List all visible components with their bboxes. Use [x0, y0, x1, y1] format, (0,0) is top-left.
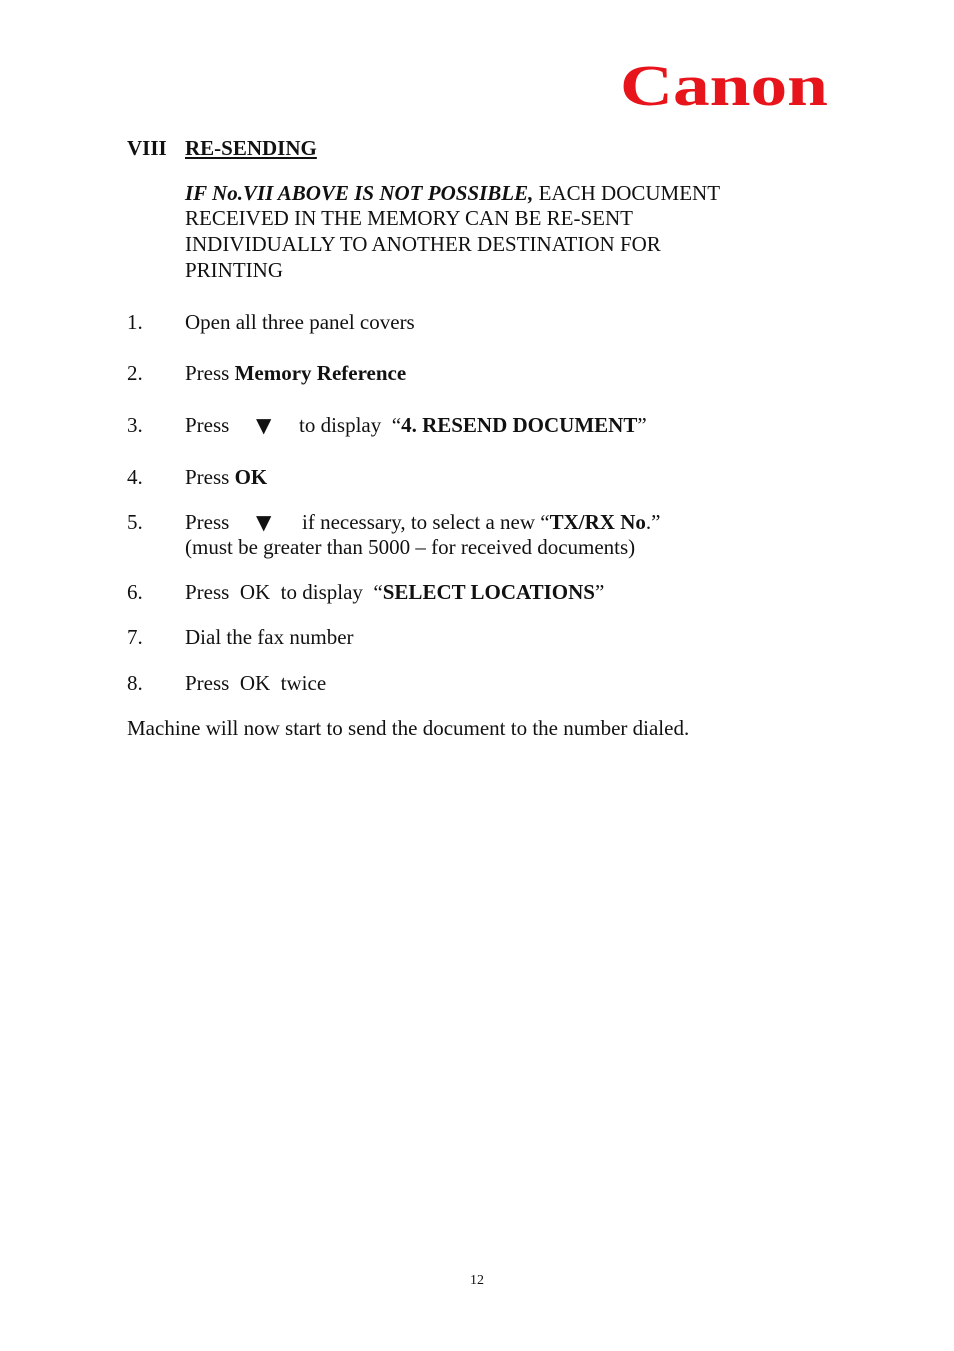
step-number: 4.	[127, 465, 143, 489]
step-number: 1.	[127, 310, 143, 334]
step-bold: 4. RESEND DOCUMENT	[401, 413, 638, 437]
step-note: (must be greater than 5000 – for received documents)	[185, 535, 636, 559]
page-number: 12	[470, 1273, 484, 1288]
step-number: 2.	[127, 361, 143, 385]
step-text	[185, 360, 406, 386]
step-mid: to display “	[299, 413, 402, 437]
step-bold: Memory Reference	[234, 361, 407, 385]
step-bold: TX/RX No	[549, 510, 646, 534]
step-text	[185, 464, 267, 490]
section-title: RE-SENDING	[185, 136, 317, 160]
step-number: 7.	[127, 625, 143, 649]
intro-line-2: RECEIVED IN THE MEMORY CAN BE RE-SENT	[185, 206, 633, 230]
step-number: 3.	[127, 413, 143, 437]
logo-text: Canon	[620, 58, 828, 116]
intro-line-4: PRINTING	[185, 258, 283, 282]
step-number: 6.	[127, 580, 143, 604]
intro-line-1	[185, 180, 720, 206]
down-arrow-icon: ▼	[256, 413, 272, 437]
step-pre: Press	[185, 510, 230, 534]
step-text	[299, 412, 647, 438]
step-post: ”	[637, 413, 647, 437]
step-pre: Press	[185, 361, 235, 385]
intro-line1-rest: EACH DOCUMENT	[533, 181, 721, 205]
canon-logo	[620, 58, 830, 116]
step-pre: Press OK to display “	[185, 580, 383, 604]
step-pre: Press	[185, 465, 235, 489]
intro-line-3: INDIVIDUALLY TO ANOTHER DESTINATION FOR	[185, 232, 661, 256]
step-pre: Press	[185, 413, 230, 437]
step-post: ”	[594, 580, 605, 604]
step-mid: if necessary, to select a new “	[302, 510, 550, 534]
step-text	[302, 509, 660, 535]
step-number: 5.	[127, 510, 143, 534]
step-text: Dial the fax number	[185, 625, 354, 649]
closing-text: Machine will now start to send the document to the number dialed.	[127, 716, 690, 740]
down-arrow-icon: ▼	[256, 510, 272, 534]
step-text: Press OK twice	[185, 671, 327, 695]
step-bold: SELECT LOCATIONS	[382, 580, 595, 604]
step-number: 8.	[127, 671, 143, 695]
intro-emphasis: IF No.VII ABOVE IS NOT POSSIBLE,	[185, 181, 534, 205]
section-number: VIII	[127, 136, 167, 160]
step-post: .”	[645, 510, 661, 534]
step-text	[185, 579, 604, 605]
step-bold: OK	[234, 465, 268, 489]
step-text: Open all three panel covers	[185, 310, 415, 334]
